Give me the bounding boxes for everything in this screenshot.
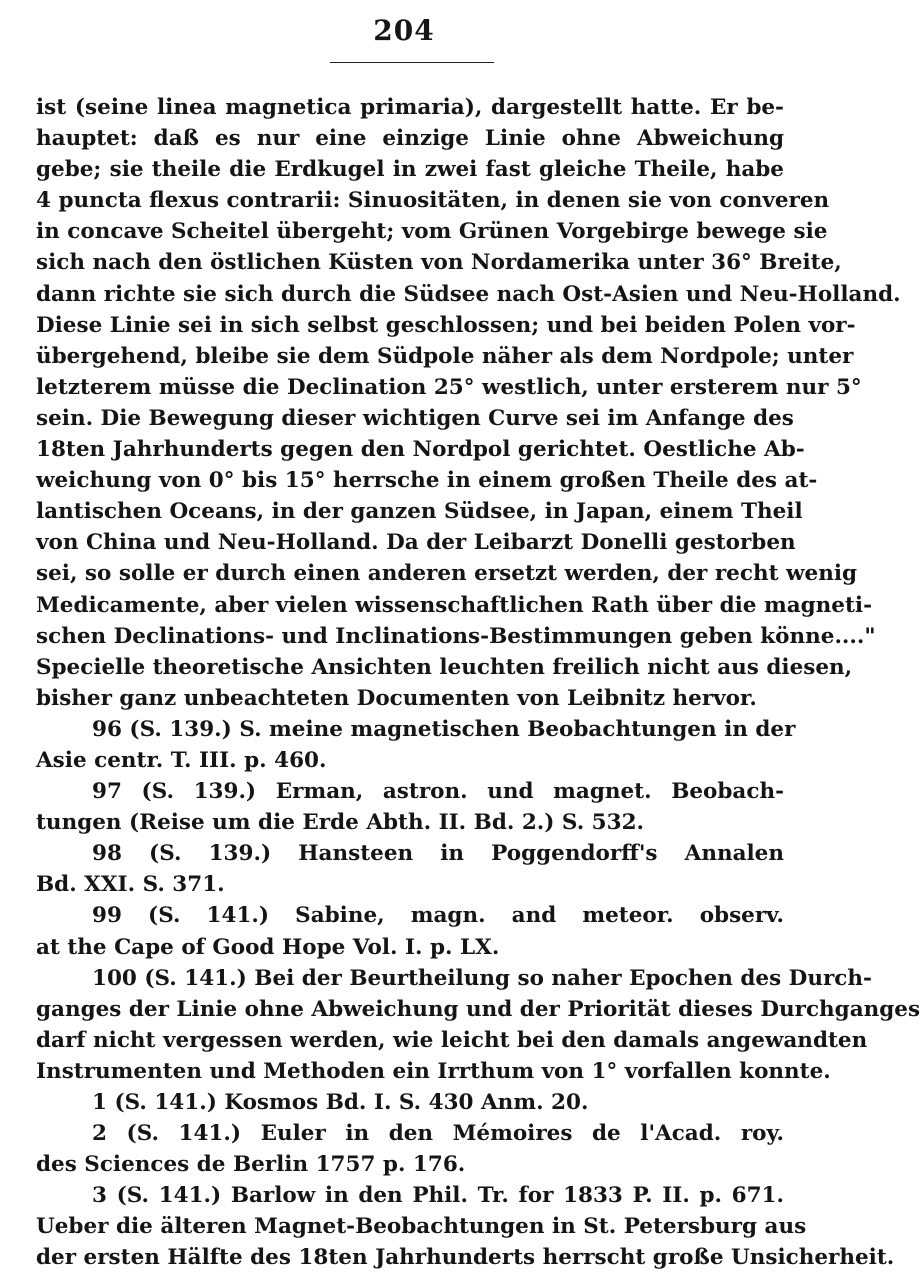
text-line: sei, so solle er durch einen anderen ersetzt werden, der recht wenig	[36, 561, 858, 587]
text-line: 18ten Jahrhunderts gegen den Nordpol gerichtet. Oestliche Ab-	[36, 437, 805, 463]
footnote-100-line: ganges der Linie ohne Abweichung und der Priorität dieses Durchganges	[36, 996, 920, 1022]
footnote-98-line: Bd. XXI. S. 371.	[36, 872, 225, 898]
text-line: in concave Scheitel übergeht; vom Grünen Vorgebirge bewege sie	[36, 219, 828, 245]
text-line: gebe; sie theile die Erdkugel in zwei fast gleiche Theile, habe	[36, 157, 784, 183]
footnote-100-line: darf nicht vergessen werden, wie leicht bei den damals angewandten	[36, 1027, 868, 1053]
footnote-98-line: 98 (S. 139.) Hansteen in Poggendorff's Annalen	[92, 841, 784, 867]
footnote-97-line: 97 (S. 139.) Erman, astron. und magnet. Beobach-	[92, 779, 784, 805]
footnote-100-line: 100 (S. 141.) Bei der Beurtheilung so naher Epochen des Durch-	[92, 965, 872, 991]
footnote-1-line: 1 (S. 141.) Kosmos Bd. I. S. 430 Anm. 20.	[92, 1090, 589, 1115]
footnote-3-line: der ersten Hälfte des 18ten Jahrhunderts herrscht große Unsicherheit.	[36, 1245, 895, 1271]
text-line: sich nach den östlichen Küsten von Nordamerika unter 36° Breite,	[36, 250, 842, 276]
page-number: 204	[373, 14, 435, 47]
header-rule	[330, 62, 494, 63]
text-line: hauptet: daß es nur eine einzige Linie ohne Abweichung	[36, 126, 784, 152]
footnote-96-line: 96 (S. 139.) S. meine magnetischen Beobachtungen in der	[92, 716, 796, 742]
footnote-100-line: Instrumenten und Methoden ein Irrthum von 1° vorfallen konnte.	[36, 1058, 831, 1084]
text-line: Medicamente, aber vielen wissenschaftlichen Rath über die magneti-	[36, 592, 872, 618]
text-line: lantischen Oceans, in der ganzen Südsee, in Japan, einem Theil	[36, 499, 803, 525]
footnote-2-line: des Sciences de Berlin 1757 p. 176.	[36, 1152, 466, 1178]
footnote-2-line: 2 (S. 141.) Euler in den Mémoires de l'Acad. roy.	[92, 1121, 784, 1147]
text-line: schen Declinations- und Inclinations-Bestimmungen geben könne...."	[36, 623, 876, 649]
footnote-99-line: at the Cape of Good Hope Vol. I. p. LX.	[36, 934, 500, 960]
page-body	[36, 92, 920, 1274]
footnote-3-line: Ueber die älteren Magnet-Beobachtungen in St. Petersburg aus	[36, 1214, 807, 1240]
text-line: ist (seine linea magnetica primaria), dargestellt hatte. Er be-	[36, 95, 784, 120]
footnote-3-line: 3 (S. 141.) Barlow in den Phil. Tr. for 1833 P. II. p. 671.	[92, 1183, 784, 1209]
text-line: weichung von 0° bis 15° herrsche in einem großen Theile des at-	[36, 468, 818, 494]
text-line: sein. Die Bewegung dieser wichtigen Curve sei im Anfange des	[36, 405, 794, 431]
text-line: von China und Neu-Holland. Da der Leibarzt Donelli gestorben	[36, 530, 796, 556]
footnote-97-line: tungen (Reise um die Erde Abth. II. Bd. 2.) S. 532.	[36, 810, 645, 836]
text-line: bisher ganz unbeachteten Documenten von Leibnitz hervor.	[36, 685, 757, 711]
text-line: letzterem müsse die Declination 25° westlich, unter ersterem nur 5°	[36, 374, 862, 400]
text-line: Diese Linie sei in sich selbst geschlossen; und bei beiden Polen vor-	[36, 312, 856, 338]
text-line: 4 puncta flexus contrarii: Sinuositäten, in denen sie von converen	[36, 188, 830, 214]
text-line: Specielle theoretische Ansichten leuchten freilich nicht aus diesen,	[36, 654, 853, 680]
text-line: übergehend, bleibe sie dem Südpole näher als dem Nordpole; unter	[36, 343, 854, 369]
text-line: dann richte sie sich durch die Südsee nach Ost-Asien und Neu-Holland.	[36, 281, 901, 307]
footnote-99-line: 99 (S. 141.) Sabine, magn. and meteor. observ.	[92, 903, 784, 929]
footnote-96-line: Asie centr. T. III. p. 460.	[36, 747, 327, 773]
